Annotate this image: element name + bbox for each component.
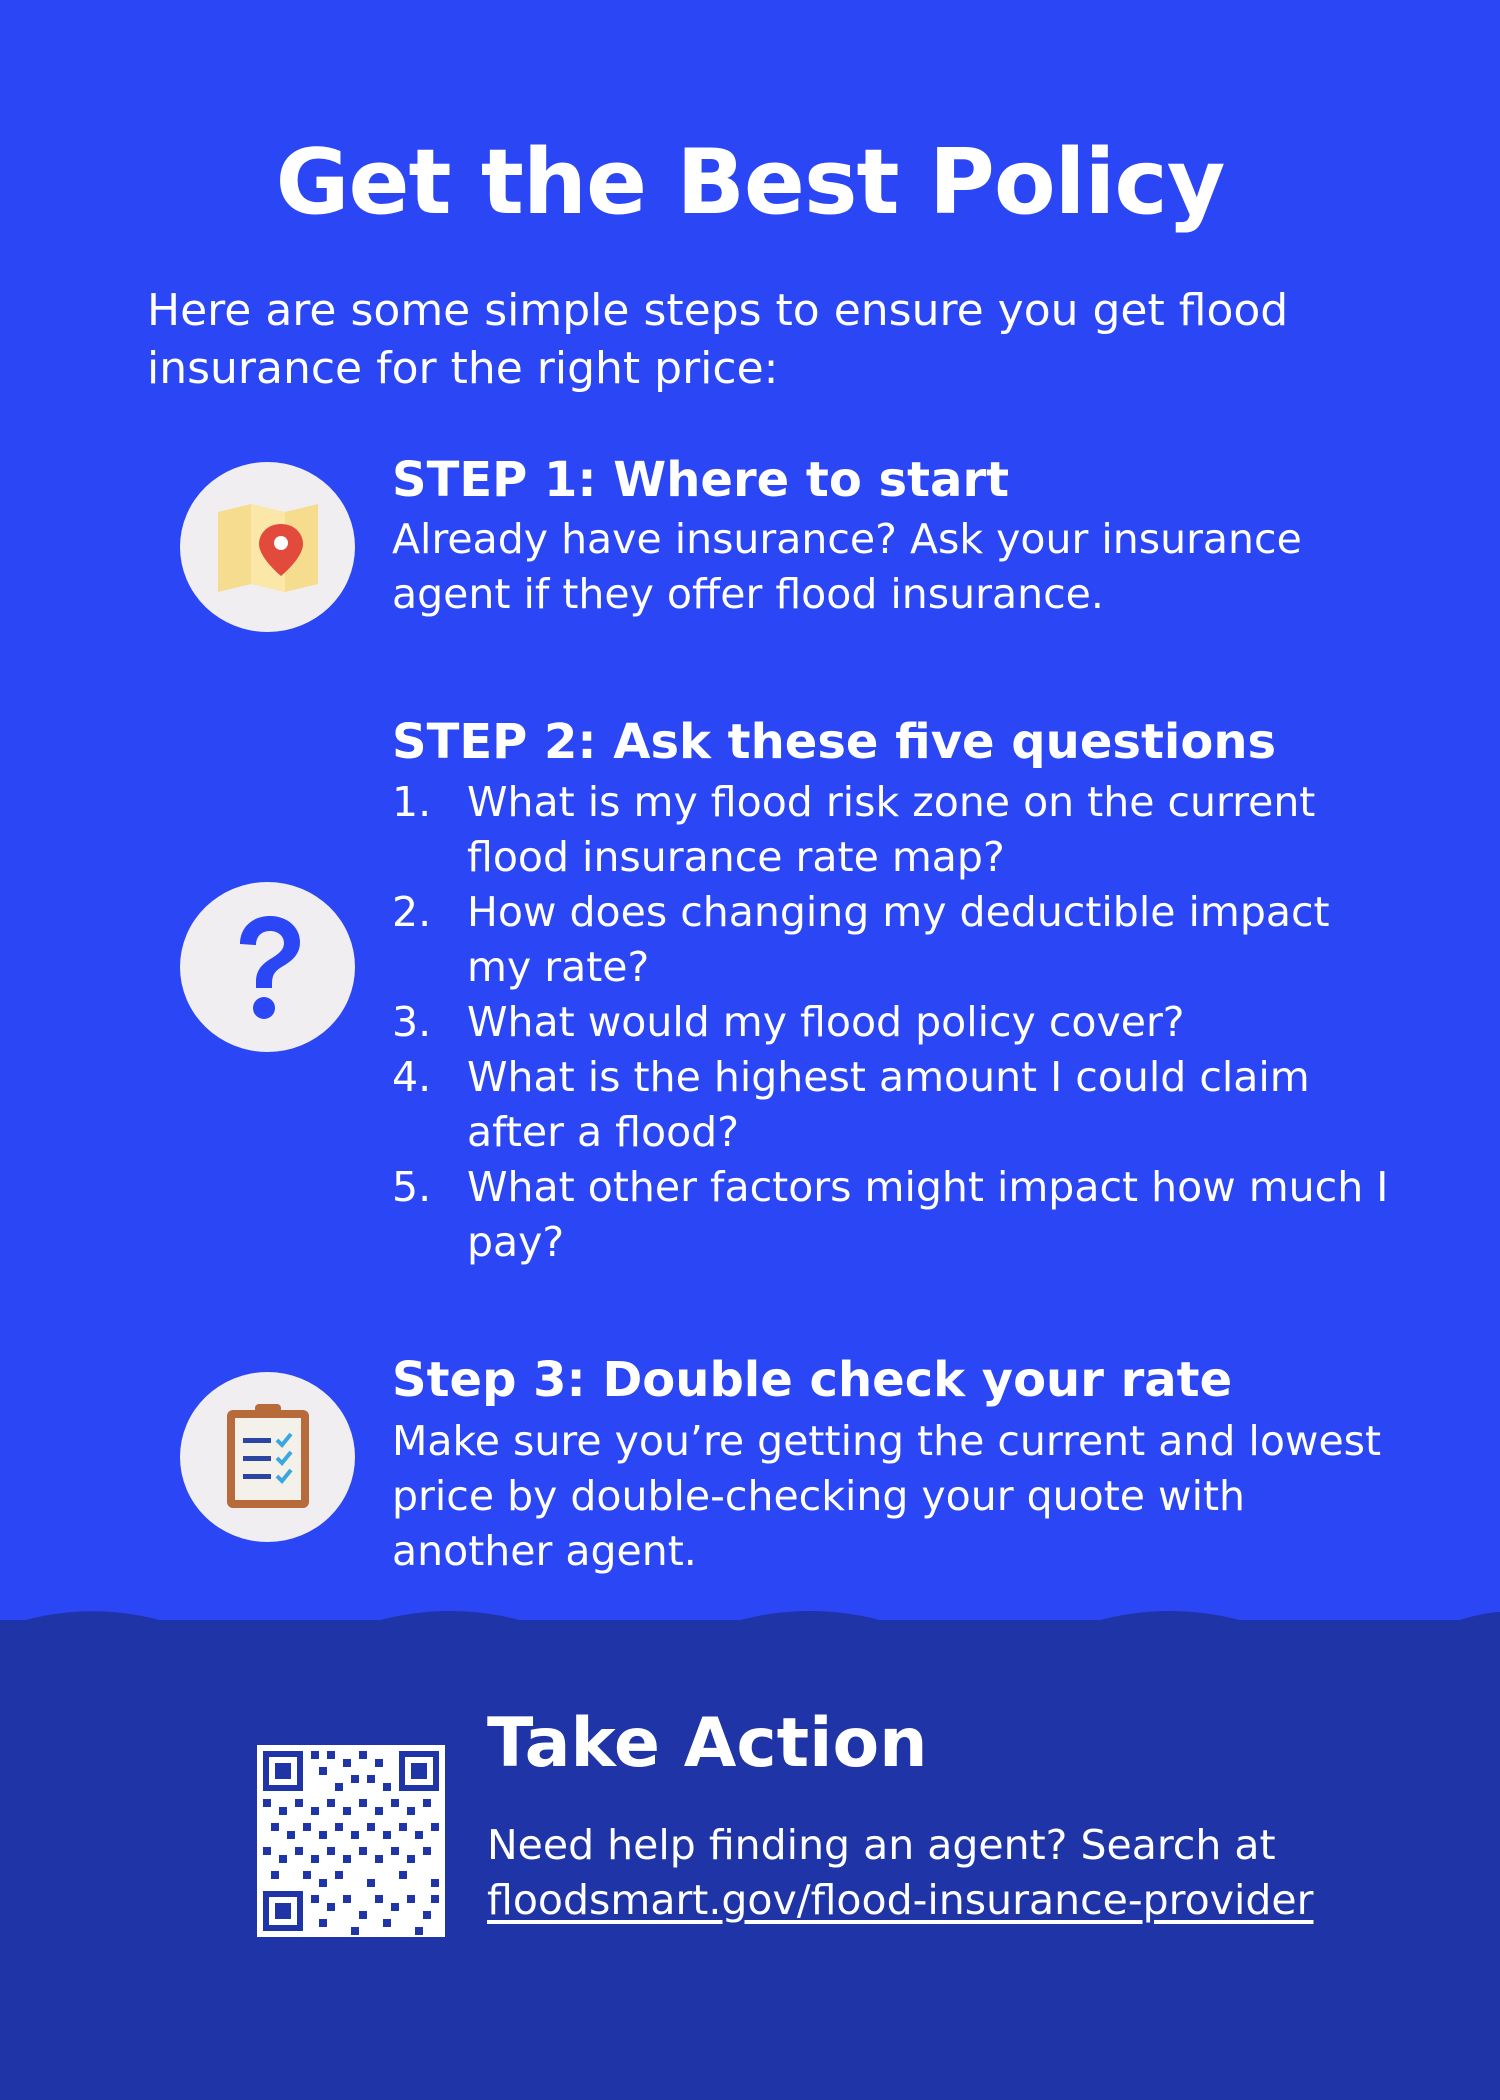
step2-icon-circle [180, 882, 355, 1052]
intro-text: Here are some simple steps to ensure you get flood insurance for the right price: [147, 285, 1289, 394]
step2-title: STEP 2: Ask these five questions [392, 714, 1277, 770]
step3-title: Step 3: Double check your rate [392, 1352, 1233, 1408]
take-action-body [487, 1818, 1387, 1928]
question-mark-icon [228, 912, 308, 1022]
questions-list [392, 775, 1402, 1270]
question-text: What other factors might impact how much I pay? [467, 1163, 1389, 1266]
question-number: 3. [392, 998, 432, 1046]
question-text: What would my flood policy cover? [467, 998, 1185, 1046]
step1-title: STEP 1: Where to start [392, 452, 1010, 508]
list-item [392, 885, 1402, 995]
question-number: 4. [392, 1053, 432, 1101]
question-text: What is my flood risk zone on the current flood insurance rate map? [467, 778, 1316, 881]
map-pin-icon [213, 502, 323, 592]
question-text: What is the highest amount I could claim after a flood? [467, 1053, 1310, 1156]
list-item [392, 1050, 1402, 1160]
step1-body: Already have insurance? Ask your insurance agent if they offer flood insurance. [392, 515, 1302, 618]
question-number: 2. [392, 888, 432, 936]
step3-body: Make sure you’re getting the current and lowest price by double-checking your quote with another agent. [392, 1417, 1382, 1575]
question-text: How does changing my deductible impact my rate? [467, 888, 1330, 991]
list-item [392, 775, 1402, 885]
provider-search-link[interactable]: floodsmart.gov/flood-insurance-provider [487, 1876, 1314, 1924]
take-action-text: Need help finding an agent? Search at [487, 1821, 1276, 1869]
clipboard-checklist-icon [223, 1402, 313, 1512]
step3-icon-circle [180, 1372, 355, 1542]
question-number: 5. [392, 1163, 432, 1211]
qr-code-icon[interactable] [257, 1745, 445, 1937]
question-number: 1. [392, 778, 432, 826]
wave-divider [0, 1598, 1500, 1648]
list-item [392, 995, 1402, 1050]
take-action-title: Take Action [487, 1704, 928, 1783]
page-title: Get the Best Policy [275, 130, 1225, 235]
list-item [392, 1160, 1402, 1270]
step1-icon-circle [180, 462, 355, 632]
